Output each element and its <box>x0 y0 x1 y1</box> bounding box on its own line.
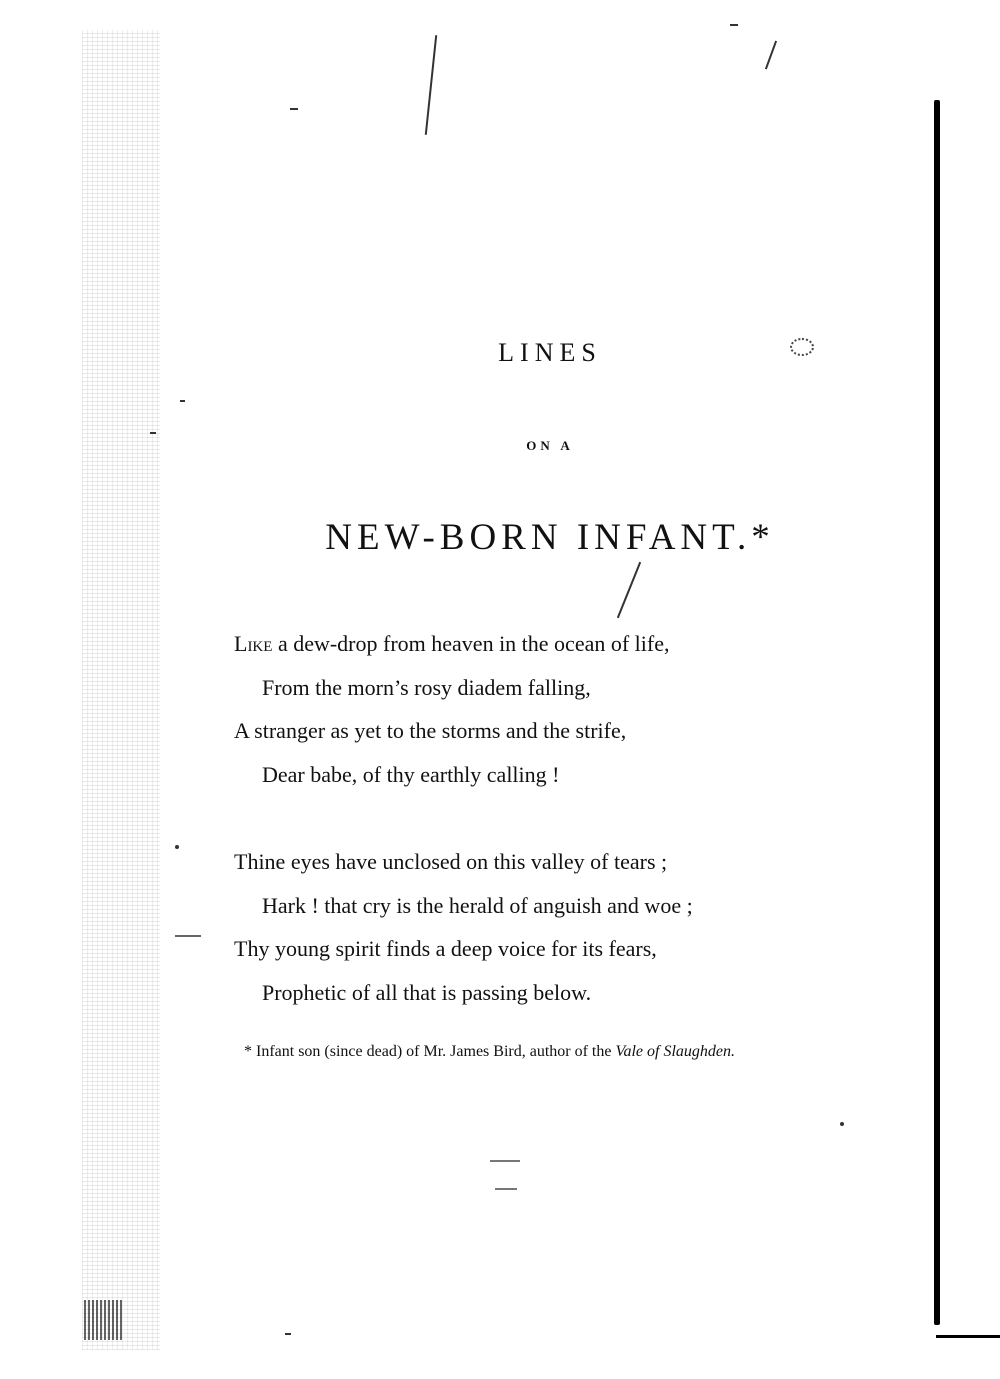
scan-mark <box>617 562 641 618</box>
footnote-italic: Vale of Slaughden. <box>615 1043 736 1060</box>
scan-mark <box>495 1188 517 1190</box>
stanza-1 <box>234 622 874 796</box>
scan-mark <box>175 935 201 937</box>
scan-mark <box>285 1333 291 1335</box>
poem-line: Hark ! that cry is the herald of anguish and woe ; <box>262 892 693 918</box>
poem-line: Prophetic of all that is passing below. <box>262 979 592 1005</box>
poem-line: Thine eyes have unclosed on this valley of tears ; <box>234 849 668 874</box>
poem-line: Dear babe, of thy earthly calling ! <box>262 761 560 787</box>
page-edge-line <box>934 100 940 1325</box>
scan-mark <box>150 432 156 434</box>
scan-mark <box>730 24 738 26</box>
scan-mark <box>490 1160 520 1162</box>
stanza-2 <box>234 840 874 1014</box>
scan-mark <box>425 35 437 135</box>
poem-line <box>234 622 874 666</box>
page-edge-foot <box>936 1335 1000 1338</box>
drop-word: Like <box>234 631 273 656</box>
poem-line: A stranger as yet to the storms and the strife, <box>234 718 627 743</box>
poem-body <box>234 622 874 1058</box>
scanned-gutter-shadow <box>84 1300 124 1340</box>
poem-line: From the morn’s rosy diadem falling, <box>262 674 591 700</box>
poem-line: Thy young spirit finds a deep voice for its fears, <box>234 936 657 961</box>
footnote-text: * Infant son (since dead) of Mr. James Bird, author of the <box>244 1043 616 1060</box>
line-text: a dew-drop from heaven in the ocean of life, <box>272 631 670 656</box>
scan-mark <box>290 108 298 110</box>
scan-mark <box>765 41 777 70</box>
poem-title: NEW-BORN INFANT.* <box>325 517 775 558</box>
scanned-gutter <box>82 30 160 1350</box>
scan-mark <box>180 400 185 402</box>
footnote <box>234 1040 862 1063</box>
scan-mark <box>840 1122 844 1126</box>
heading-lines: LINES <box>498 338 602 367</box>
heading-on-a: ON A <box>526 438 574 453</box>
scan-mark <box>175 845 179 849</box>
